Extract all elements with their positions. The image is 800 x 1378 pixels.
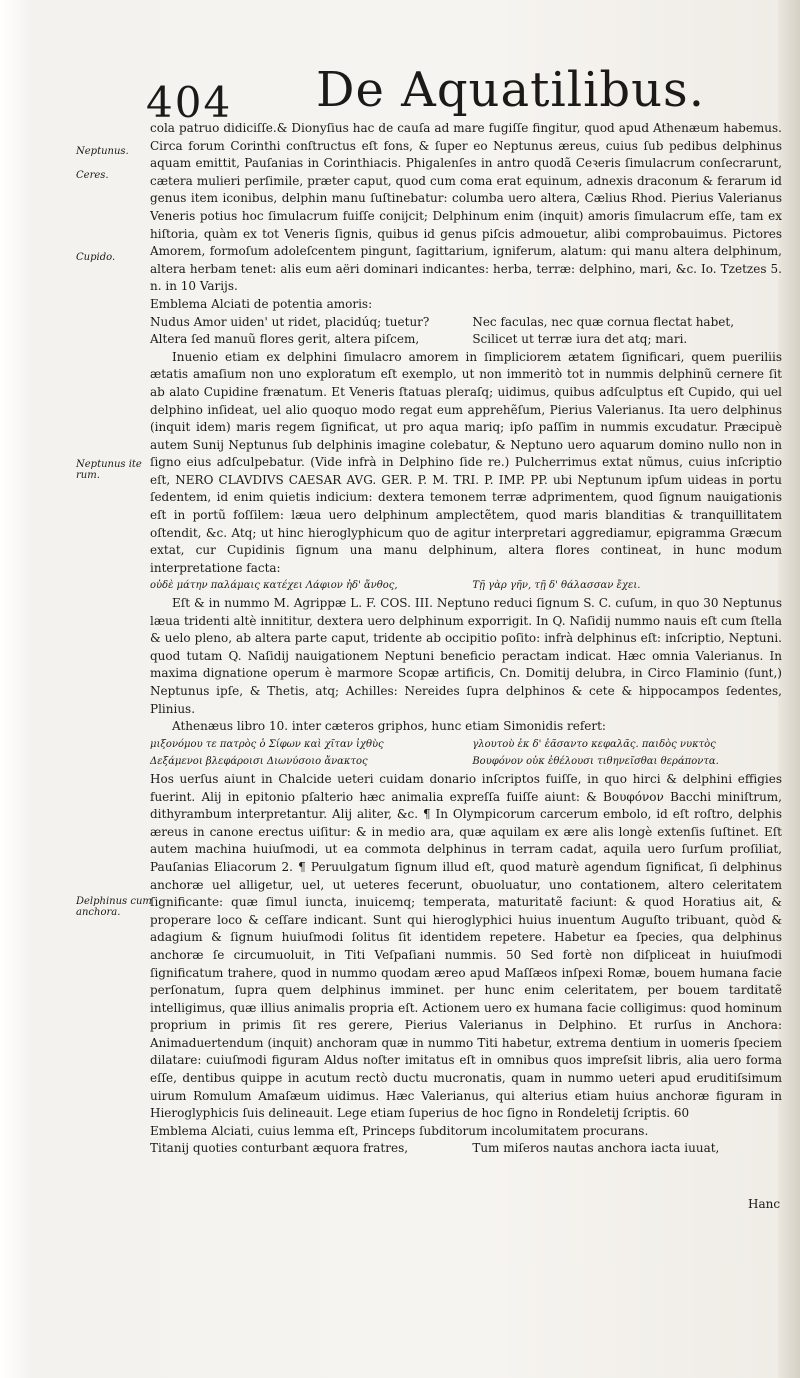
margin-note: Delphinus cum anchora.: [76, 896, 152, 918]
paragraph: Inuenio etiam ex delphini ſimulacro amorem in ſimpliciorem ætatem ſignificari, quem pueriliis ætatis amaſium non uno exploratum eſt exemplo, ut non immeritò tot in nummis delphinũ cernere ſit ab alato Cupidine frænatum. Et Veneris ſtatuas pleraſq; uidimus, quibus adſculptus eſt Cupido, qui uel delphino inſideat, uel alio quoquo modo regat eum apprehẽſum, Pierius Valerianus. Ita uero delphinus (inquit idem) maris regem ſignificat, ut pro aqua mariq; ipſo paſſim in nummis excudatur. Præcipuè autem Sunij Neptunus ſub delphinis imagine colebatur, & Neptuno uero aquarum domino nullo non in ſigno eius adſculpebatur. (Vide infrà in Delphino ſide re.) Pulcherrimus extat nũmus, cuius inſcriptio eſt, NERO CLAVDIVS CAESAR AVG. GER. P. M. TRI. P. IMP. PP. ubi Neptunum ipſum uideas in portu ſedentem, id enim quietis indicium: dextera temonem terræ adprimentem, quod ſignum nauigationis eſt in portũ foſſilem: læua uero delphinum amplectẽtem, quod maris blanditias & tranquillitatem oſtendit, &c. Atq; ut hinc hieroglyphicum quo de agitur interpretari aggrediamur, epigramma Græcum extat, cur Cupidinis ſignum una manu delphinum, altera flores contineat, in hunc modum interpretatione facta:: [150, 349, 782, 575]
greek-left: οὐδὲ μάτην παλάμαις κατέχει Λάφιον ἠδ' ἄνθος,: [150, 580, 398, 592]
paragraph: cola patruo didiciſſe.& Dionyſius hac de cauſa ad mare fugiſſe fingitur, quod apud Athenæum habemus. Circa forum Corinthi conſtructus eſt fons, & ſuper eo Neptunus æreus, cuius ſub pedibus delphinus aquam emittit, Pauſanias in Corinthiacis. Phigalenſes in antro quodã Ceꝛeris ſimulacrum conſecrarunt, cætera mulieri perſimile, præter caput, quod cum coma erat equinum, adnexis draconum & ferarum id genus item iconibus, delphin manu ſuſtinebatur: columba uero altera, Cælius Rhod. Pierius Valerianus Veneris potius hoc ſimulacrum fuiſſe conijcit; Delphinum enim (inquit) amoris ſimulacrum eſſe, tam ex hiſtoria, quàm ex tot Veneris ſignis, quibus id genus piſcis admouetur, alibi comprobauimus. Pictores Amorem, formoſum adoleſcentem pingunt, ſagittarium, igniferum, alatum: qui manu altera delphinum, altera herbam tenet: alis eum aëri dominari indicantes: herba, terræ: delphino, mari, &c. Io. Tzetzes 5. n. in 10 Varijs.: [150, 121, 782, 294]
greek-right: Τῇ γὰρ γῆν, τῇ δ' θάλασσαν ἔχει.: [472, 580, 641, 592]
margin-note: Neptunus ite rum.: [76, 459, 142, 481]
greek-verse-line: [150, 753, 782, 771]
greek-right: γλουτοὺ ἐκ δ' ἐᾶσαντο κεφαλᾶς. παιδὸς νυκτὸς: [472, 738, 716, 750]
verse-left: Altera ſed manuũ flores gerit, altera piſcem,: [150, 332, 420, 347]
catchword: Hanc: [748, 1197, 781, 1211]
emblem-verse-line: [150, 314, 782, 332]
greek-left: μιξονόμου τε πατρὸς ὁ Σίφων καὶ χῖταν ἰχθὺς: [150, 738, 384, 750]
paragraph: Hos uerſus aiunt in Chalcide ueteri cuidam donario inſcriptos fuiſſe, in quo hirci & delphini effigies fuerint. Alij in epitonio pſalterio hæc animalia expreſſa fuiſſe aiunt: & Βουφόνον Bacchi miniſtrum, dithyrambum interpretantur. Alij aliter, &c. ¶ In Olympicorum carcerum embolo, id eſt roſtro, delphis æreus in canone erectus uiſitur: & in medio ara, quæ aquilam ex ære alis longè extenſis ſuſtinet. Eſt autem machina huiuſmodi, ut ea commota delphinus in terram cadat, aquila uero ſurſum proſiliat, Pauſanias Eliacorum 2. ¶ Peruulgatum ſignum illud eſt, quod maturè agendum ſignificat, ſi delphinus anchoræ uel alligetur, uel, ut ueteres fecerunt, obuoluatur, uno contationem, altero celeritatem ſignificante: quæ ſimul iuncta, inuicemq; temperata, maturitatẽ faciunt: & quod Horatius ait, & properare loco & ceſſare indicant. Sunt qui hieroglyphici huius inuentum Auguſto tribuant, quòd & adagium & ſignum huiuſmodi ſolitus ſit identidem repetere. Habetur ea ſpecies, qua delphinus anchoræ ſe circumuoluit, in Titi Veſpaſiani nummis. 50 Sed fortè non diſpliceat in huiuſmodi ſignificatum trahere, quod in nummo quodam æreo apud Maſſæos inſpexi Romæ, bouem humana facie perſonatum, ſupra quem delphinus imminet. per hunc enim celeritatem, per bouem tarditatẽ intelligimus, quæ illius animalis propria eſt. Actionem uero ex humana facie colligimus: quod hominum proprium in primis ſit res gerere, Pierius Valerianus in Delphino. Et rurſus in Anchora: Animaduertendum (inquit) anchoram quæ in nummo Titi habetur, extrema dentium in uomeris ſpeciem dilatare: cuiuſmodi figuram Aldus noſter imitatus eſt in omnibus quos impreſsit libris, alia uero forma eſſe, dentibus quippe in acutum rectò ductu mucronatis, quam in nummo ueteri apud eruditiſsimum uirum Romulum Amaſæum uidimus. Hæc Valerianus, qui alterius etiam huius anchoræ figuram in Hieroglyphicis ſuis delineauit. Lege etiam ſuperius de hoc ſigno in Rondeletij ſcriptis. 60: [150, 771, 782, 1121]
emblem-title: Emblema Alciati, cuius lemma eſt, Princeps ſubditorum incolumitatem procurans.: [150, 1123, 649, 1138]
verse-right: Tum miſeros nautas anchora iacta iuuat,: [472, 1141, 720, 1156]
emblem-verse-line: [150, 331, 782, 349]
greek-verse-line: [150, 736, 782, 754]
verse-right: Nec faculas, nec quæ cornua flectat habet,: [472, 314, 735, 329]
verse-right: Scilicet ut terræ iura det atq; mari.: [472, 332, 688, 347]
verse-left: Titanij quoties conturbant æquora fratres,: [150, 1141, 409, 1156]
greek-left: Δεξάμενοι βλεφάροισι Διωνύσοιο ἄνακτος: [150, 756, 368, 768]
main-text: [150, 120, 782, 1158]
margin-note: Cupido.: [76, 252, 116, 263]
verse-left: Nudus Amor uiden' ut ridet, placidúq; tuetur?: [150, 314, 430, 329]
emblem-verse-line: [150, 1140, 782, 1158]
emblem-title: Emblema Alciati de potentia amoris:: [150, 296, 373, 311]
paragraph: Eſt & in nummo M. Agrippæ L. F. COS. III. Neptuno reduci ſignum S. C. cuſum, in quo 30 Neptunus læua tridenti altè innititur, dextera uero delphinum exporrigit. In Q. Naſidij nummo nauis eſt cum ſtella & uelo pleno, ab altera parte caput, tridente ab occipitio poſito: infrà delphinus eſt: inſcriptio, Neptuni. quod tutam Q. Naſidij nauigationem Neptuni beneficio peractam indicat. Hæc omnia Valerianus. In maxima dignatione operum è marmore Scopæ artificis, Cn. Domitij delubra, in Circo Flaminio (ſunt,) Neptunus ipſe, & Thetis, atq; Achilles: Nereides ſupra delphinos & cete & hippocampos ſedentes, Plinius.: [150, 596, 782, 716]
greek-verse-line: [150, 577, 782, 595]
running-head: De Aquatilibus.: [316, 62, 705, 118]
paragraph: Athenæus libro 10. inter cæteros griphos, hunc etiam Simonidis refert:: [172, 719, 606, 734]
margin-note: Ceres.: [76, 170, 109, 181]
margin-note: Neptunus.: [76, 146, 129, 157]
greek-right: Βουφόνον οὐκ ἐθέλουσι τιθηνεῖσθαι θεράποντα.: [472, 756, 719, 768]
page-number: 404: [146, 78, 233, 127]
